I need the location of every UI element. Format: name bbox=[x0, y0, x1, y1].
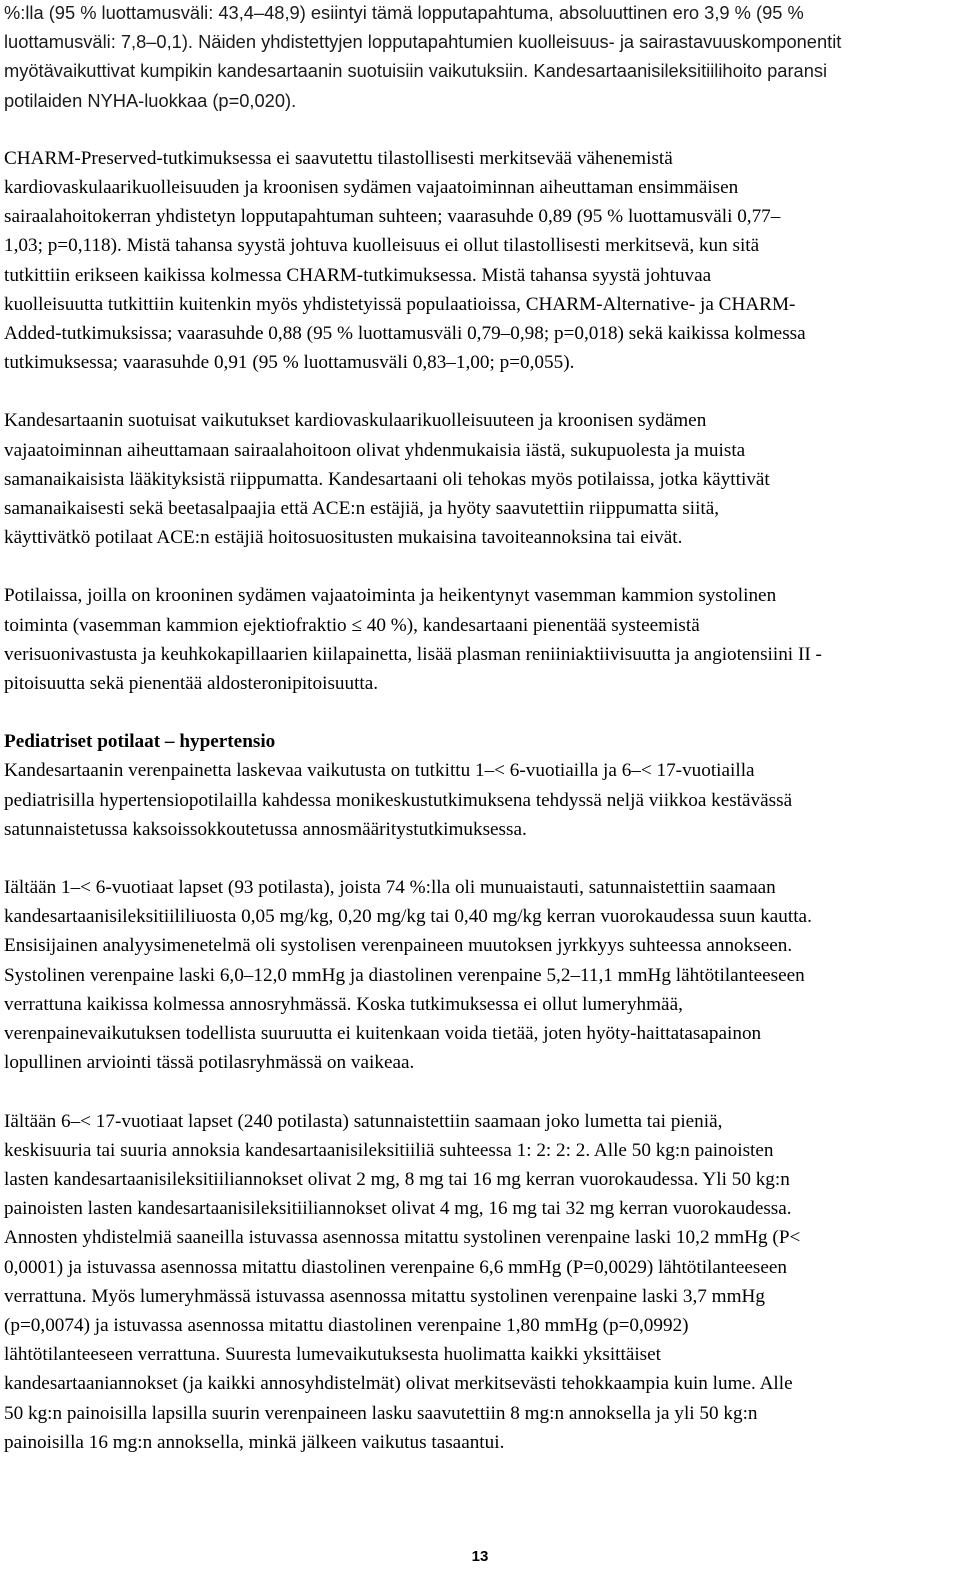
paragraph-consistency bbox=[4, 406, 954, 552]
section-heading: Pediatriset potilaat – hypertensio bbox=[4, 731, 276, 753]
paragraph-charm-results bbox=[4, 0, 954, 115]
text-line: 1,03; p=0,118). Mistä tahansa syystä johtuva kuolleisuus ei ollut tilastollisesti merkitsevä, kun sitä bbox=[4, 235, 760, 257]
text-line: samanaikaisista lääkityksistä riippumatta. Kandesartaani oli tehokas myös potilaissa, jotka käyttivät bbox=[4, 468, 770, 490]
text-line: lasten kandesartaanisileksitiiliannokset olivat 2 mg, 8 mg tai 16 mg kerran vuorokaudessa. Yli 50 kg:n bbox=[4, 1168, 790, 1190]
text-line: kuolleisuutta tutkittiin kuitenkin myös yhdistetyissä populaatioissa, CHARM-Alternative- ja CHARM- bbox=[4, 293, 796, 315]
text-line: Added-tutkimuksissa; vaarasuhde 0,88 (95 % luottamusväli 0,79–0,98; p=0,018) sekä kaikissa kolmessa bbox=[4, 323, 806, 345]
text-line: Annosten yhdistelmiä saaneilla istuvassa asennossa mitattu systolinen verenpaine laski 10,2 mmHg (P< bbox=[4, 1227, 801, 1249]
text-line: Iältään 6–< 17-vuotiaat lapset (240 potilasta) satunnaistettiin saamaan joko lumetta tai pieniä, bbox=[4, 1110, 723, 1132]
text-line: luottamusväli: 7,8–0,1). Näiden yhdistettyjen lopputapahtumien kuolleisuus- ja sairastavuuskomponentit bbox=[4, 31, 842, 53]
text-line: pediatrisilla hypertensiopotilailla kahdessa monikeskustutkimuksena tehdyssä neljä viikkoa kestävässä bbox=[4, 789, 793, 811]
text-line: käyttivätkö potilaat ACE:n estäjiä hoitosuositusten mukaisina tavoiteannoksina tai eivät. bbox=[4, 527, 683, 549]
text-line: verrattuna kaikissa kolmessa annosryhmässä. Koska tutkimuksessa ei ollut lumeryhmää, bbox=[4, 993, 683, 1015]
text-line: Ensisijainen analyysimenetelmä oli systolisen verenpaineen muutoksen jyrkkyys suhteessa annokseen. bbox=[4, 935, 793, 957]
text-line: Potilaissa, joilla on krooninen sydämen vajaatoiminta ja heikentynyt vasemman kammion systolinen bbox=[4, 585, 777, 607]
text-line: vajaatoiminnan aiheuttamaan sairaalahoitoon olivat yhdenmukaisia iästä, sukupuolesta ja muista bbox=[4, 439, 746, 461]
paragraph-charm-preserved bbox=[4, 144, 954, 378]
text-line: myötävaikuttivat kumpikin kandesartaanin suotuisiin vaikutuksiin. Kandesartaanisileksitiilihoito paransi bbox=[4, 60, 828, 82]
paragraph-pediatric-intro bbox=[4, 727, 954, 844]
text-line: potilaiden NYHA-luokkaa (p=0,020). bbox=[4, 89, 297, 111]
text-line: painoisilla 16 mg:n annoksella, minkä jälkeen vaikutus tasaantui. bbox=[4, 1431, 505, 1453]
text-line: (p=0,0074) ja istuvassa asennossa mitattu diastolinen verenpaine 1,80 mmHg (p=0,0992) bbox=[4, 1314, 689, 1336]
text-line: Kandesartaanin verenpainetta laskevaa vaikutusta on tutkittu 1–< 6-vuotiailla ja 6–< 17-vuotiailla bbox=[4, 760, 755, 782]
text-line: keskisuuria tai suuria annoksia kandesartaanisileksitiiliä suhteessa 1: 2: 2: 2. Alle 50 kg:n painoisten bbox=[4, 1139, 774, 1161]
text-line: samanaikaisesti sekä beetasalpaajia että ACE:n estäjiä, ja hyöty saavutettiin riippumatta siitä, bbox=[4, 498, 720, 520]
text-line: Systolinen verenpaine laski 6,0–12,0 mmHg ja diastolinen verenpaine 5,2–11,1 mmHg lähtötilanteeseen bbox=[4, 964, 805, 986]
paragraph-age-6-17 bbox=[4, 1107, 954, 1457]
document-page bbox=[4, 0, 954, 1486]
paragraph-hemodynamics bbox=[4, 581, 954, 698]
text-line: kandesartaanisileksitiililiuosta 0,05 mg/kg, 0,20 mg/kg tai 0,40 mg/kg kerran vuorokaudessa suun kautta. bbox=[4, 906, 812, 928]
text-line: tutkittiin erikseen kaikissa kolmessa CHARM-tutkimuksessa. Mistä tahansa syystä johtuvaa bbox=[4, 264, 712, 286]
text-line: verenpainevaikutuksen todellista suuruutta ei kuitenkaan voida tietää, joten hyöty-haittatasapainon bbox=[4, 1023, 762, 1045]
text-line: Iältään 1–< 6-vuotiaat lapset (93 potilasta), joista 74 %:lla oli munuaistauti, satunnaistettiin saamaan bbox=[4, 877, 776, 899]
text-line: tutkimuksessa; vaarasuhde 0,91 (95 % luottamusväli 0,83–1,00; p=0,055). bbox=[4, 352, 575, 374]
text-line: %:lla (95 % luottamusväli: 43,4–48,9) esiintyi tämä lopputapahtuma, absoluuttinen ero 3,9 % (95 % bbox=[4, 2, 804, 23]
text-line: 50 kg:n painoisilla lapsilla suurin verenpaineen lasku saavutettiin 8 mg:n annoksella ja yli 50 kg:n bbox=[4, 1402, 758, 1424]
paragraph-age-1-6 bbox=[4, 873, 954, 1077]
text-line: CHARM-Preserved-tutkimuksessa ei saavutettu tilastollisesti merkitsevää vähenemistä bbox=[4, 147, 673, 169]
text-line: lähtötilanteeseen verrattuna. Suuresta lumevaikutuksesta huolimatta kaikki yksittäiset bbox=[4, 1344, 661, 1366]
text-line: kandesartaaniannokset (ja kaikki annosyhdistelmät) olivat merkitsevästi tehokkaampia kuin lume. Alle bbox=[4, 1373, 793, 1395]
text-line: 0,0001) ja istuvassa asennossa mitattu diastolinen verenpaine 6,6 mmHg (P=0,0029) lähtötilanteeseen bbox=[4, 1256, 787, 1278]
text-line: painoisten lasten kandesartaanisileksitiiliannokset olivat 4 mg, 16 mg tai 32 mg kerran vuorokaudessa. bbox=[4, 1198, 792, 1220]
text-line: kardiovaskulaarikuolleisuuden ja kroonisen sydämen vajaatoiminnan aiheuttaman ensimmäisen bbox=[4, 177, 739, 199]
text-line: Kandesartaanin suotuisat vaikutukset kardiovaskulaarikuolleisuuteen ja kroonisen sydämen bbox=[4, 410, 707, 432]
text-line: verisuonivastusta ja keuhkokapillaarien kiilapainetta, lisää plasman reniiniaktiivisuutta ja angiotensiini II - bbox=[4, 643, 822, 665]
text-line: satunnaistetussa kaksoissokkoutetussa annosmääritystutkimuksessa. bbox=[4, 818, 527, 840]
text-line: verrattuna. Myös lumeryhmässä istuvassa asennossa mitattu systolinen verenpaine laski 3,7 mmHg bbox=[4, 1285, 765, 1307]
text-line: lopullinen arviointi tässä potilasryhmässä on vaikeaa. bbox=[4, 1052, 415, 1074]
text-line: toiminta (vasemman kammion ejektiofraktio ≤ 40 %), kandesartaani pienentää systeemistä bbox=[4, 614, 700, 636]
page-number: 13 bbox=[471, 1548, 489, 1565]
text-line: sairaalahoitokerran yhdistetyn lopputapahtuman suhteen; vaarasuhde 0,89 (95 % luottamusväli 0,77– bbox=[4, 206, 781, 228]
text-line: pitoisuutta sekä pienentää aldosteronipitoisuutta. bbox=[4, 673, 379, 695]
